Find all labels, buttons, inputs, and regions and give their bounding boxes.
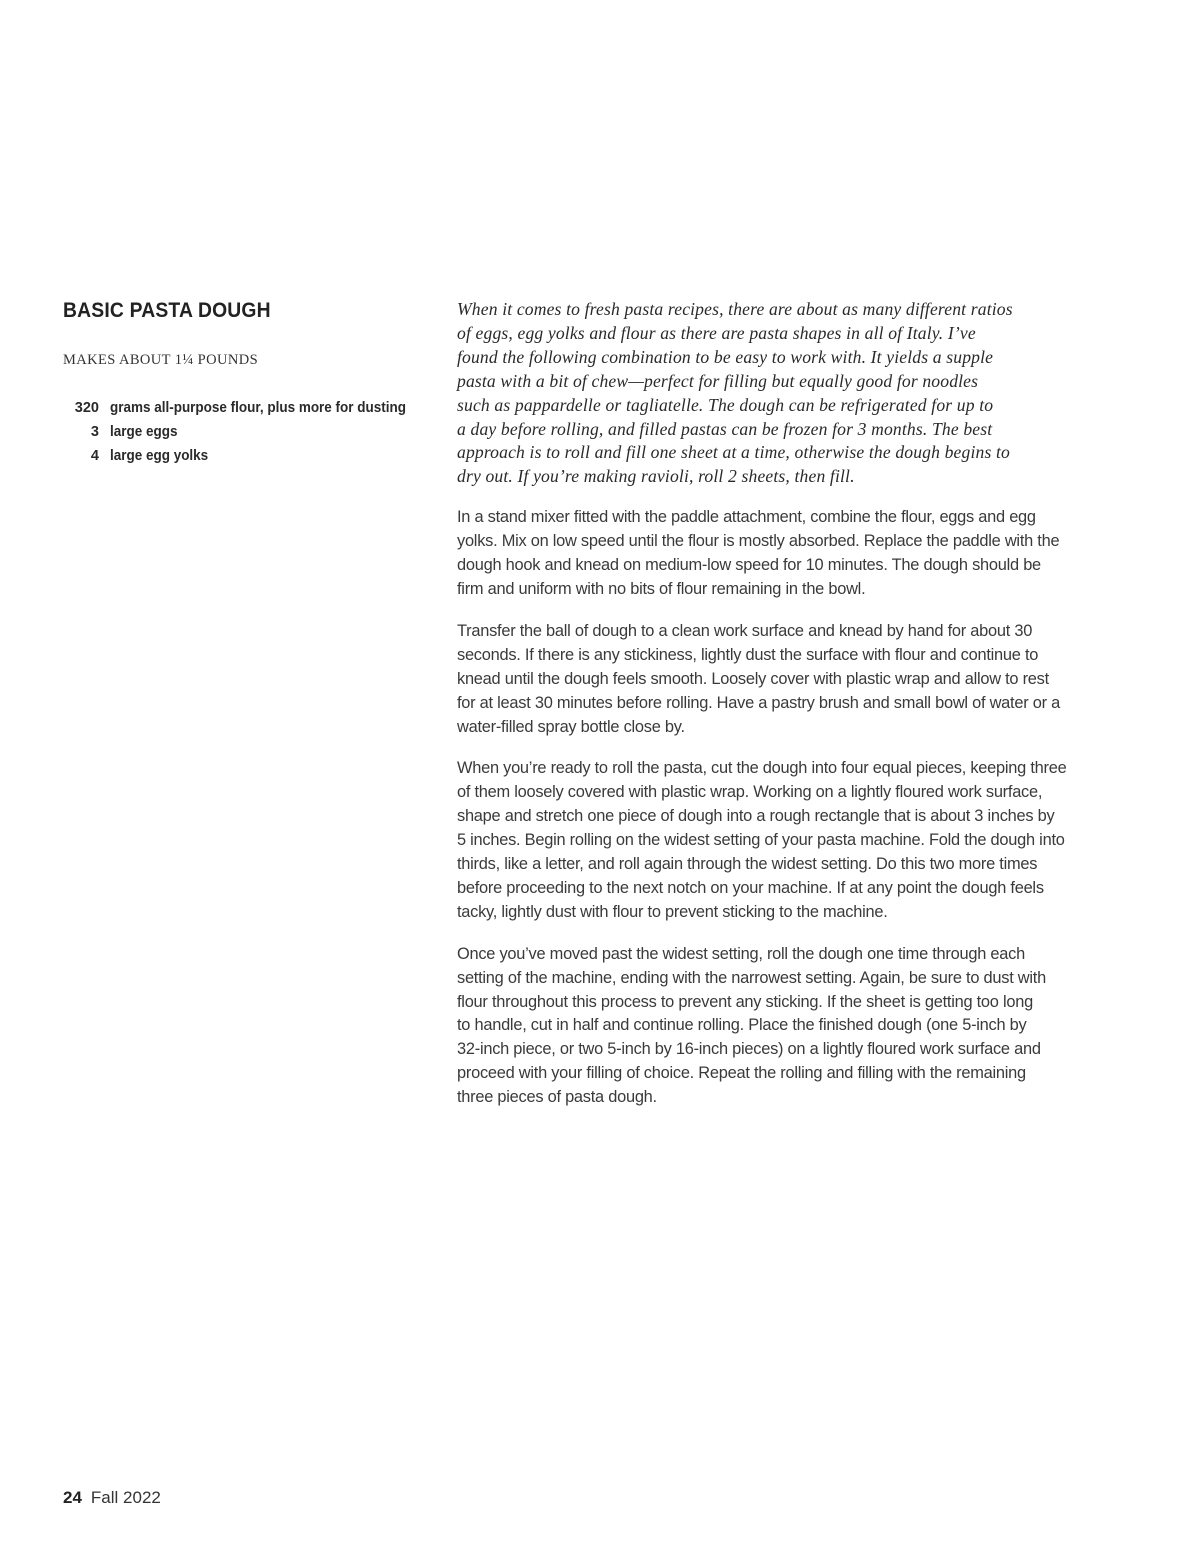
step-line: yolks. Mix on low speed until the flour is mostly absorbed. Replace the paddle with the [457, 532, 1060, 551]
step-line: When you’re ready to roll the pasta, cut the dough into four equal pieces, keeping three [457, 759, 1067, 778]
ingredient-quantity: 4 [90, 448, 99, 464]
step-line: of them loosely covered with plastic wrap. Working on a lightly floured work surface, [457, 783, 1043, 802]
ingredient-item [63, 396, 443, 420]
step-line: In a stand mixer fitted with the paddle attachment, combine the flour, eggs and egg [457, 508, 1036, 527]
ingredient-description: large egg yolks [110, 448, 209, 464]
issue-label: Fall 2022 [90, 1488, 161, 1507]
page-footer [63, 1488, 161, 1508]
intro-line: found the following combination to be easy to work with. It yields a supple [457, 346, 994, 367]
ingredient-item [63, 420, 443, 444]
step-line: thirds, like a letter, and roll again through the widest setting. Do this two more times [457, 855, 1038, 874]
intro-line: a day before rolling, and filled pastas can be frozen for 3 months. The best [457, 418, 993, 439]
step-line: to handle, cut in half and continue rolling. Place the finished dough (one 5-inch by [457, 1016, 1027, 1035]
instruction-step-1 [457, 506, 1122, 602]
ingredient-quantity: 3 [90, 424, 99, 440]
instruction-step-3 [457, 757, 1122, 924]
step-line: Transfer the ball of dough to a clean work surface and knead by hand for about 30 [457, 621, 1033, 640]
step-line: seconds. If there is any stickiness, lightly dust the surface with flour and continue to [457, 645, 1039, 664]
recipe-yield: MAKES ABOUT 1¼ POUNDS [63, 352, 259, 368]
step-line: 5 inches. Begin rolling on the widest setting of your pasta machine. Fold the dough into [457, 831, 1065, 850]
recipe-sidebar [63, 298, 443, 468]
step-line: dough hook and knead on medium-low speed for 10 minutes. The dough should be [457, 556, 1041, 575]
step-line: knead until the dough feels smooth. Loosely cover with plastic wrap and allow to rest [457, 669, 1049, 688]
step-line: Once you’ve moved past the widest setting, roll the dough one time through each [457, 944, 1025, 963]
step-line: setting of the machine, ending with the narrowest setting. Again, be sure to dust with [457, 968, 1046, 987]
step-line: three pieces of pasta dough. [457, 1088, 657, 1107]
step-line: 32-inch piece, or two 5-inch by 16-inch pieces) on a lightly floured work surface and [457, 1040, 1041, 1059]
recipe-title: BASIC PASTA DOUGH [63, 299, 271, 322]
page-number: 24 [63, 1488, 82, 1507]
ingredient-description: large eggs [110, 424, 178, 440]
intro-line: of eggs, egg yolks and flour as there are pasta shapes in all of Italy. I’ve [457, 322, 976, 343]
instruction-step-2 [457, 620, 1122, 740]
step-line: firm and uniform with no bits of flour remaining in the bowl. [457, 579, 866, 598]
instruction-step-4 [457, 943, 1122, 1110]
step-line: for at least 30 minutes before rolling. Have a pastry brush and small bowl of water or a [457, 693, 1060, 712]
intro-line: pasta with a bit of chew—perfect for filling but equally good for noodles [457, 370, 979, 391]
ingredient-quantity: 320 [74, 400, 99, 416]
step-line: tacky, lightly dust with flour to prevent sticking to the machine. [457, 902, 888, 921]
step-line: water-filled spray bottle close by. [457, 717, 685, 736]
step-line: proceed with your filling of choice. Repeat the rolling and filling with the remaining [457, 1064, 1026, 1083]
ingredient-description: grams all-purpose flour, plus more for dusting [110, 400, 406, 416]
intro-line: When it comes to fresh pasta recipes, there are about as many different ratios [457, 299, 1013, 319]
intro-line: approach is to roll and fill one sheet at a time, otherwise the dough begins to [457, 442, 1010, 463]
intro-line: dry out. If you’re making ravioli, roll 2 sheets, then fill. [457, 466, 855, 487]
recipe-intro [457, 298, 1122, 489]
step-line: before proceeding to the next notch on your machine. If at any point the dough feels [457, 878, 1044, 897]
step-line: flour throughout this process to prevent any sticking. If the sheet is getting too long [457, 992, 1033, 1011]
step-line: shape and stretch one piece of dough into a rough rectangle that is about 3 inches by [457, 807, 1055, 826]
ingredient-list [63, 396, 443, 468]
recipe-body [457, 298, 1122, 1128]
ingredient-item [63, 444, 443, 468]
intro-line: such as pappardelle or tagliatelle. The dough can be refrigerated for up to [457, 394, 994, 415]
